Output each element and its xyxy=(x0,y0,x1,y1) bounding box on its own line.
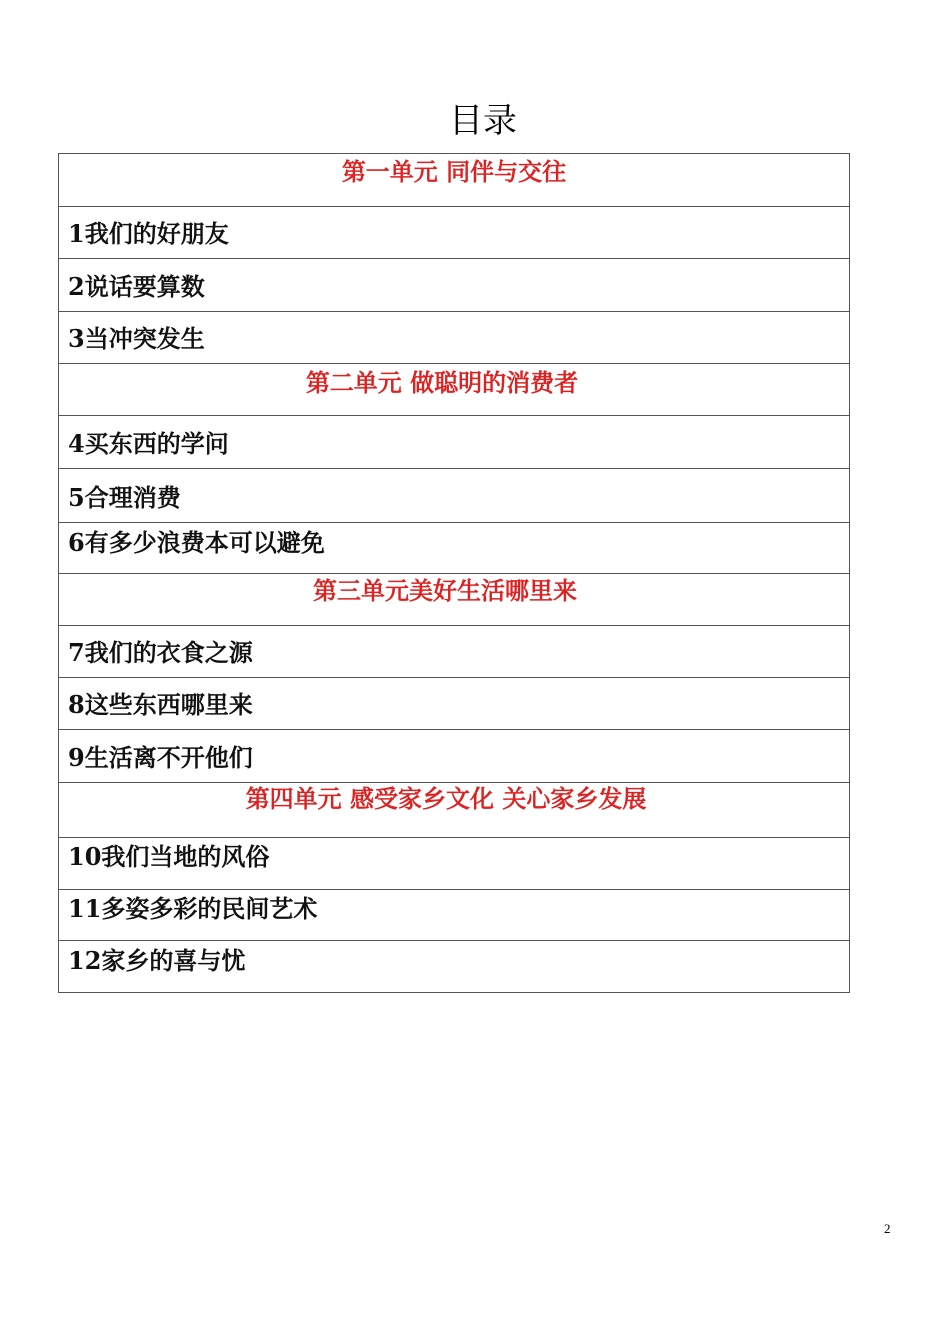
lesson-label: 1我们的好朋友 xyxy=(68,219,229,248)
unit-heading-1 xyxy=(59,154,849,206)
unit-heading-label: 第三单元美好生活哪里来 xyxy=(313,576,577,605)
list-item[interactable] xyxy=(59,940,849,992)
list-item[interactable] xyxy=(59,677,849,729)
unit-heading-2 xyxy=(59,363,849,415)
unit-heading-label: 第一单元 同伴与交往 xyxy=(341,157,567,186)
list-item[interactable] xyxy=(59,522,849,573)
unit-heading-label: 第二单元 做聪明的消费者 xyxy=(305,368,579,397)
unit-heading-label: 第四单元 感受家乡文化 关心家乡发展 xyxy=(245,784,647,813)
list-item[interactable] xyxy=(59,206,849,258)
list-item[interactable] xyxy=(59,729,849,782)
lesson-label: 6有多少浪费本可以避免 xyxy=(68,528,325,557)
lesson-label: 2说话要算数 xyxy=(68,272,205,301)
list-item[interactable] xyxy=(59,311,849,363)
unit-heading-3 xyxy=(59,573,849,625)
lesson-label: 5合理消费 xyxy=(68,483,181,512)
table-of-contents xyxy=(58,153,850,993)
lesson-label: 10我们当地的风俗 xyxy=(68,842,270,871)
lesson-label: 4买东西的学问 xyxy=(68,429,229,458)
lesson-label: 12家乡的喜与忧 xyxy=(68,946,246,975)
lesson-label: 9生活离不开他们 xyxy=(68,743,253,772)
list-item[interactable] xyxy=(59,415,849,468)
lesson-label: 11多姿多彩的民间艺术 xyxy=(68,894,318,923)
list-item[interactable] xyxy=(59,889,849,940)
list-item[interactable] xyxy=(59,258,849,311)
lesson-label: 7我们的衣食之源 xyxy=(68,638,253,667)
list-item[interactable] xyxy=(59,837,849,889)
list-item[interactable] xyxy=(59,468,849,522)
list-item[interactable] xyxy=(59,625,849,677)
page-number: 2 xyxy=(884,1221,891,1236)
page-title: 目录 xyxy=(449,101,517,141)
lesson-label: 3当冲突发生 xyxy=(68,324,205,353)
unit-heading-4 xyxy=(59,782,849,837)
lesson-label: 8这些东西哪里来 xyxy=(68,690,253,719)
